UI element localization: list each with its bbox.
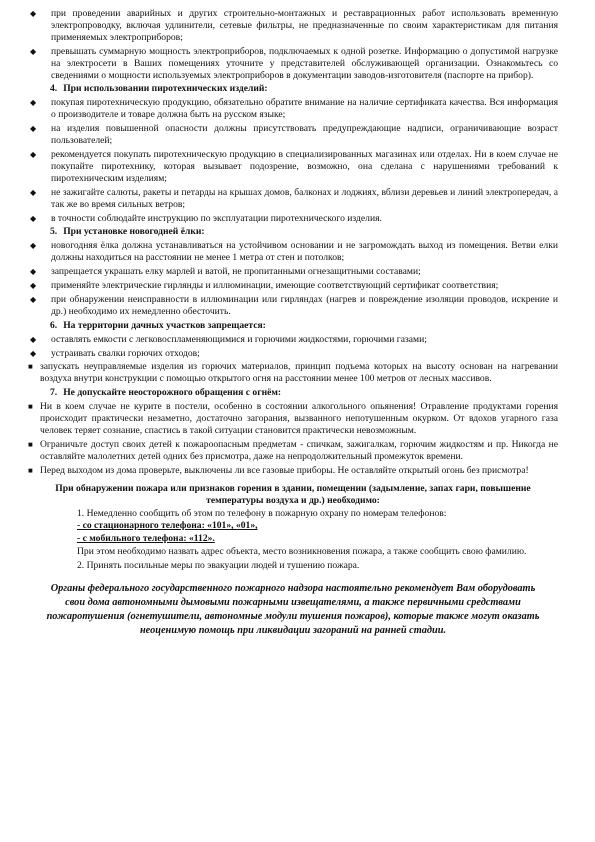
list-item: ◆ новогодняя ёлка должна устанавливаться на устойчивом основании и не загромождать выход из помещения. Ветви елки должны находиться на расстоянии не менее 1 метра от стен и потолков; bbox=[30, 240, 558, 264]
section-heading: 7. Не допускайте неосторожного обращения с огнём: bbox=[50, 387, 282, 399]
list-item: ◆ рекомендуется покупать пиротехническую продукцию в специализированных магазинах или отделах. Ни в коем случае не покупайте пиротехнику, которая вызывает подозрение, возможно, она сделана с нарушениями требований к пиротехническим изделиям; bbox=[30, 148, 558, 184]
bullet-icon: ◆ bbox=[30, 334, 37, 344]
list-item: ◆ устраивать свалки горючих отходов; bbox=[30, 347, 200, 359]
step-1: 1. Немедленно сообщить об этом по телефону в пожарную охрану по номерам телефонов: bbox=[77, 508, 447, 520]
bullet-icon: ◆ bbox=[30, 348, 37, 358]
section-heading: 5. При установке новогодней ёлки: bbox=[50, 226, 205, 238]
bullet-icon: ◆ bbox=[30, 267, 37, 277]
bullet-icon: ■ bbox=[28, 402, 33, 412]
bullet-icon: ◆ bbox=[30, 187, 37, 197]
fire-instructions-title: При обнаружении пожара или признаков горения в здании, помещении (задымление, запах гари, повышение температуры воздуха и др.) необходимо: bbox=[55, 482, 531, 506]
step-2: 2. Принять посильные меры по эвакуации людей и тушению пожара. bbox=[77, 560, 360, 572]
document-page bbox=[28, 8, 558, 638]
bullet-icon: ◆ bbox=[30, 124, 37, 134]
list-item: ◆ в точности соблюдайте инструкцию по эксплуатации пиротехнического изделия. bbox=[30, 212, 382, 224]
list-item: ◆ на изделия повышенной опасности должны присутствовать предупреждающие надписи, ограничивающие возраст пользователей; bbox=[30, 123, 558, 147]
list-item: ◆ не зажигайте салюты, ракеты и петарды на крышах домов, балконах и лоджиях, вблизи деревьев и линий электропередач, а так же во время сильных ветров; bbox=[30, 186, 558, 210]
section-heading: 4. При использовании пиротехнических изделий: bbox=[50, 83, 268, 95]
bullet-icon: ◆ bbox=[30, 46, 37, 56]
bullet-icon: ■ bbox=[28, 439, 33, 449]
bullet-icon: ◆ bbox=[30, 281, 37, 291]
bullet-icon: ◆ bbox=[30, 213, 37, 223]
bullet-icon: ◆ bbox=[30, 241, 37, 251]
list-item: ◆ применяйте электрические гирлянды и иллюминации, имеющие соответствующий сертификат соответствия; bbox=[30, 280, 499, 292]
bullet-icon: ■ bbox=[28, 362, 33, 372]
list-item: ■ Перед выходом из дома проверьте, выключены ли все газовые приборы. Не оставляйте открытый огонь без присмотра! bbox=[28, 464, 529, 476]
phone-landline: - со стационарного телефона: «101», «01», bbox=[77, 520, 258, 532]
list-item: ■ Ограничьте доступ своих детей к пожароопасным предметам - спичкам, зажигалкам, горючим жидкостям и пр. Никогда не оставляйте малолетних детей одних без присмотра, даже на непродолжительный промежуток времени. bbox=[28, 438, 558, 462]
list-item: ◆ превышать суммарную мощность электроприборов, подключаемых к одной розетке. Информацию о допустимой нагрузке на электросети в Ваших помещениях уточните у представителей обслуживающей организации. Ознакомьтесь со сведениями о мощности используемых электроприборов в документации заводов-изготовителя (паспорте на прибор). bbox=[30, 45, 558, 81]
bullet-icon: ◆ bbox=[30, 294, 37, 304]
fire-note: При этом необходимо назвать адрес объекта, место возникновения пожара, а также сообщить свою фамилию. bbox=[77, 546, 527, 558]
bullet-icon: ◆ bbox=[30, 98, 37, 108]
bullet-icon: ■ bbox=[28, 465, 33, 475]
list-item: ◆ при обнаружении неисправности в иллюминации или гирляндах (нагрев и повреждение изоляции проводов, искрение и др.) необходимо их немедленно обесточить. bbox=[30, 293, 558, 317]
list-item: ■ запускать неуправляемые изделия из горючих материалов, принцип подъема которых на высоту основан на нагревании воздуха внутри конструкции с помощью открытого огня на расстоянии менее 100 метров от лесных массивов. bbox=[28, 361, 558, 385]
list-item: ◆ оставлять емкости с легковоспламеняющимися и горючими жидкостями, горючими газами; bbox=[30, 333, 427, 345]
bullet-icon: ◆ bbox=[30, 9, 37, 18]
list-item: ◆ при проведении аварийных и других строительно-монтажных и реставрационных работ использовать временную электропроводку, включая удлинители, сетевые фильтры, не предназначенные по своим характеристикам для питания применяемых электроприборов; bbox=[30, 8, 558, 43]
section-heading: 6. На территории дачных участков запрещается: bbox=[50, 319, 266, 331]
list-item: ◆ покупая пиротехническую продукцию, обязательно обратите внимание на наличие сертификата качества. Вся информация о производителе и товаре должна быть на русском языке; bbox=[30, 97, 558, 121]
list-item: ■ Ни в коем случае не курите в постели, особенно в состоянии алкогольного опьянения! Отравление продуктами горения происходит практически незаметно, достаточно загорания, вызванного непотушенным окурком. От вдохов угарного газа человек теряет сознание, спастись в такой ситуации становится практически невозможным. bbox=[28, 401, 558, 436]
footer-recommendation: Органы федерального государственного пожарного надзора настоятельно рекомендует Вам оборудовать свои дома автономными дымовыми пожарными извещателями, а также первичными средствами пожаротушения (огнетушители, автономные модули тушения пожаров), которые также могут оказать неоценимую помощь при ликвидации загораний на ранней стадии. bbox=[46, 582, 540, 636]
phone-mobile: - с мобильного телефона: «112». bbox=[77, 533, 215, 545]
list-item: ◆ запрещается украшать елку марлей и ватой, не пропитанными огнезащитными составами; bbox=[30, 266, 421, 278]
bullet-icon: ◆ bbox=[30, 149, 37, 159]
